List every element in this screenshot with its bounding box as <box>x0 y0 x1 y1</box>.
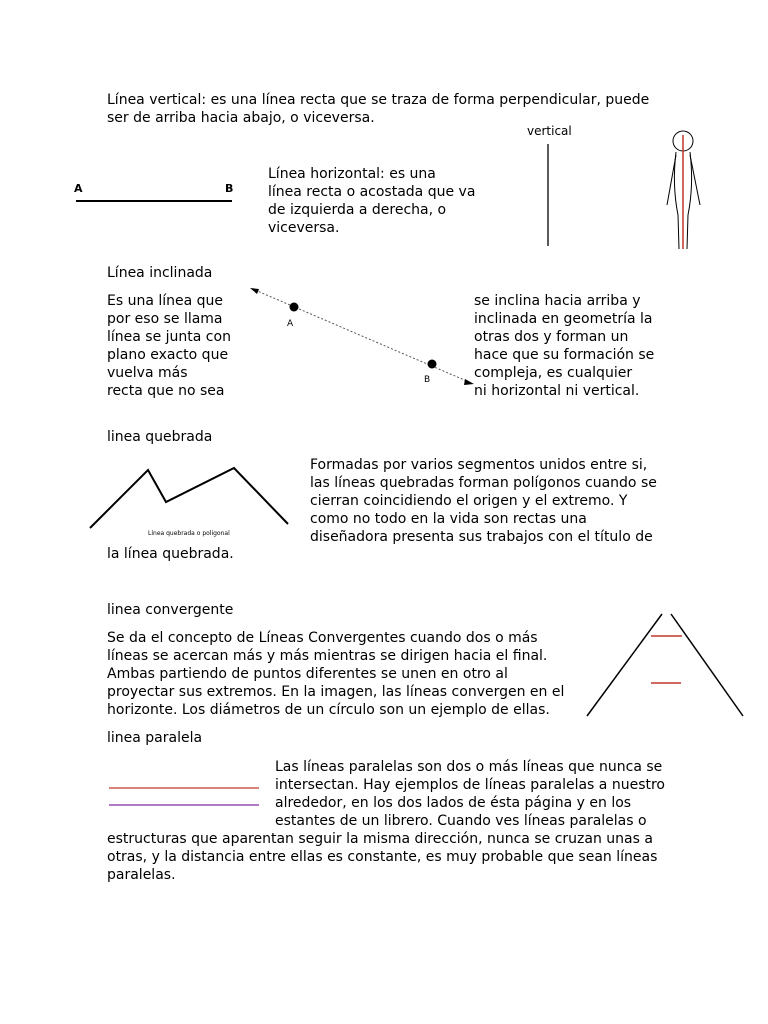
paralela-paragraph-continued: estructuras que aparentan seguir la misma dirección, nunca se cruzan unas a otras, y la distancia entre ellas es constante, es muy probable que sean líneas paralelas. <box>107 831 658 883</box>
incline-point-a-label: A <box>287 319 294 329</box>
convergente-paragraph: Se da el concepto de Líneas Convergentes cuando dos o más líneas se acercan más y más mientras se dirigen hacia el final. Ambas partiendo de puntos diferentes se unen en otro al proyectar sus extremos. En la imagen, las líneas convergen en el horizonte. Los diámetros de un círculo son un ejemplo de ellas. <box>107 630 565 718</box>
broken-line-figure <box>88 462 293 532</box>
paralela-heading: linea paralela <box>107 730 203 746</box>
vertical-paragraph: Línea vertical: es una línea recta que se traza de forma perpendicular, puede ser de arriba hacia abajo, o viceversa. <box>107 92 650 126</box>
stick-figure <box>660 125 710 255</box>
inclinada-text-right: se inclina hacia arriba y inclinada en geometría la otras dos y forman un hace que su formación se compleja, es cualquier ni horizontal ni vertical. <box>474 293 655 399</box>
point-a-label: A <box>74 182 83 195</box>
quebrada-paragraph: Formadas por varios segmentos unidos entre si, las líneas quebradas forman polígonos cuando se cierran coincidiendo el origen y el extremo. Y como no todo en la vida son rectas una diseñadora presenta sus trabajos con el título de <box>310 457 657 545</box>
vertical-line-figure <box>540 140 560 250</box>
quebrada-paragraph-end: la línea quebrada. <box>107 546 234 562</box>
parallel-lines-figure <box>108 782 263 812</box>
inclinada-heading: Línea inclinada <box>107 265 213 281</box>
horizontal-paragraph: Línea horizontal: es una línea recta o acostada que va de izquierda a derecha, o viceversa. <box>268 166 476 236</box>
convergent-lines-figure <box>585 610 750 722</box>
incline-point-b-label: B <box>424 375 431 385</box>
quebrada-heading: linea quebrada <box>107 429 213 445</box>
quebrada-figure-caption: Línea quebrada o poligonal <box>148 530 230 537</box>
horizontal-line-figure <box>74 196 234 206</box>
vertical-figure-label: vertical <box>527 124 572 138</box>
paralela-paragraph: Las líneas paralelas son dos o más líneas que nunca se intersectan. Hay ejemplos de líneas paralelas a nuestro alrededor, en los dos lados de ésta página y en los estantes de un librero. Cuando ves líneas paralelas o <box>275 759 665 829</box>
convergente-heading: linea convergente <box>107 602 234 618</box>
inclined-line-figure <box>245 282 480 392</box>
inclinada-text-left: Es una línea que por eso se llama línea se junta con plano exacto que vuelva más recta que no sea <box>107 293 231 399</box>
point-b-label: B <box>225 182 234 195</box>
